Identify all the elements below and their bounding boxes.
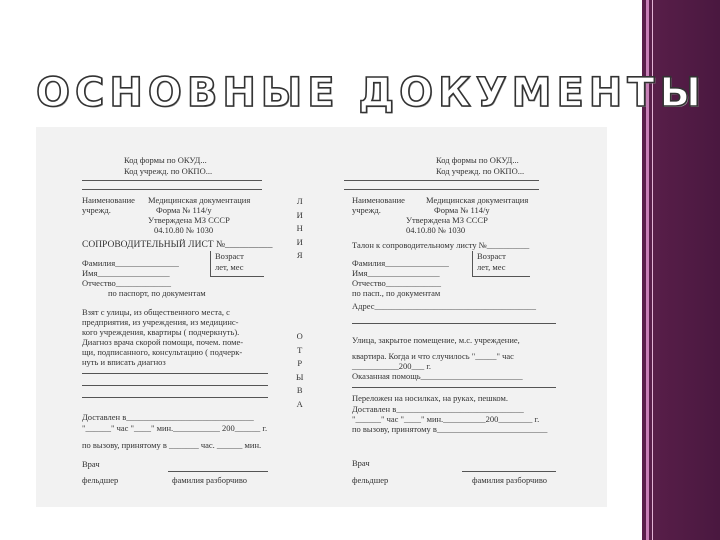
body-line: Улица, закрытое помещение, м.с. учреждение,	[352, 335, 520, 345]
org-label: Наименование	[82, 195, 135, 205]
sheet-title: СОПРОВОДИТЕЛЬНЫЙ ЛИСТ №__________	[82, 240, 273, 250]
document-note: по паспорт, по документам	[108, 288, 206, 298]
delivered-to: Доставлен в______________________________	[352, 404, 524, 414]
coupon-title: Талон к сопроводительному листу №__________	[352, 240, 530, 250]
body-line: предприятия, из учреждения, из медицинс-	[82, 317, 239, 327]
form-code-okud: Код формы по ОКУД...	[436, 155, 519, 165]
blank-line	[82, 385, 268, 386]
signature-line	[168, 471, 268, 472]
blank-line	[352, 387, 556, 388]
tear-line-letter: Р	[297, 358, 303, 368]
feldsher-label: фельдшер	[82, 475, 119, 485]
coupon-sheet	[322, 127, 607, 507]
name-field: Имя_________________	[82, 268, 170, 278]
age-units: лет, мес	[477, 261, 506, 272]
delivered-to: Доставлен в______________________________	[82, 412, 254, 422]
org-label-2: учрежд.	[82, 205, 111, 215]
body-line: Взят с улицы, из общественного места, с	[82, 307, 230, 317]
separator	[82, 189, 262, 190]
med-doc-label: Медицинская документация	[148, 195, 251, 205]
patronymic-field: Отчество_____________	[82, 278, 172, 288]
body-line: Диагноз врача скорой помощи, почем. поме-	[82, 337, 244, 347]
tear-line-letters	[296, 195, 303, 411]
age-units: лет, мес	[215, 261, 244, 272]
body-line: ___________200___ г.	[352, 361, 432, 371]
org-label: Наименование	[352, 195, 405, 205]
call-shift: по вызову, принятому в _______ час. ______ мин.	[82, 440, 262, 450]
tear-line-letter	[299, 290, 301, 304]
age-box	[472, 251, 530, 277]
tear-line-letter	[299, 317, 301, 331]
call-shift: по вызову, принятому в__________________________	[352, 424, 548, 434]
tear-line-letter: Я	[296, 250, 303, 260]
tear-line-letter: О	[296, 331, 303, 341]
tear-line-letter: Ы	[296, 371, 304, 382]
age-label: Возраст	[215, 251, 244, 261]
tear-line-letter: И	[296, 209, 303, 220]
signature-caption: фамилия разборчиво	[472, 475, 548, 485]
approved-by: Утверждена МЗ СССР	[406, 215, 488, 225]
body-line: нуть и вписать диагноз	[82, 357, 166, 367]
name-field: Имя_________________	[352, 268, 440, 278]
tear-line-letter: Л	[296, 196, 303, 206]
doctor-label: Врач	[352, 458, 370, 468]
form-code-okpo: Код учрежд. по ОКПО...	[436, 166, 525, 176]
approved-by: Утверждена МЗ СССР	[148, 215, 230, 225]
feldsher-label: фельдшер	[352, 475, 389, 485]
approved-date: 04.10.80 № 1030	[154, 225, 214, 235]
scanned-forms	[36, 127, 607, 507]
blank-line	[352, 323, 556, 324]
form-code-okpo: Код учрежд. по ОКПО...	[124, 166, 213, 176]
document-note: по пасп., по документам	[352, 288, 441, 298]
tear-line-letter: В	[296, 385, 303, 395]
body-line: щи, подписанного, консультацию ( подчерк-	[82, 347, 243, 357]
address-field: Адрес______________________________________	[352, 301, 536, 311]
doctor-label: Врач	[82, 459, 100, 469]
age-label: Возраст	[477, 251, 506, 261]
tear-line-letter: Т	[297, 344, 303, 355]
body-line: квартира. Когда и что случилось "_____" час	[352, 351, 514, 361]
form-code-okud: Код формы по ОКУД...	[124, 155, 207, 165]
approved-date: 04.10.80 № 1030	[406, 225, 466, 235]
accompanying-sheet	[36, 127, 321, 507]
tear-line-letter	[299, 263, 301, 277]
separator	[344, 180, 539, 181]
tear-line-letter: А	[296, 398, 303, 409]
surname-field: Фамилия_______________	[352, 258, 449, 268]
delivered-time: "______" час "____" мин.___________ 200______ г.	[82, 423, 268, 433]
separator	[344, 189, 539, 190]
blank-line	[82, 373, 268, 374]
signature-caption: фамилия разборчиво	[172, 475, 248, 485]
age-box	[210, 251, 264, 277]
signature-line	[462, 471, 556, 472]
body-line: Оказанная помощь________________________	[352, 371, 523, 381]
tear-line-letter	[299, 276, 301, 290]
delivered-time: "______" час "____" мин.__________200________ г.	[352, 414, 540, 424]
surname-field: Фамилия_______________	[82, 258, 179, 268]
blank-line	[82, 397, 268, 398]
form-number: Форма № 114/у	[156, 205, 212, 215]
med-doc-label: Медицинская документация	[426, 195, 529, 205]
patronymic-field: Отчество_____________	[352, 278, 442, 288]
body-line: кого учреждения, квартиры ( подчеркнуть).	[82, 327, 240, 337]
tear-line-letter	[299, 303, 301, 317]
org-label-2: учрежд.	[352, 205, 381, 215]
form-number: Форма № 114/у	[434, 205, 490, 215]
transfer-mode: Переложен на носилках, на руках, пешком.	[352, 393, 508, 403]
tear-line-letter: И	[296, 236, 303, 247]
slide-title: ОСНОВНЫЕ ДОКУМЕНТЫ	[36, 70, 706, 116]
separator	[82, 180, 262, 181]
tear-line-letter: Н	[296, 223, 303, 233]
